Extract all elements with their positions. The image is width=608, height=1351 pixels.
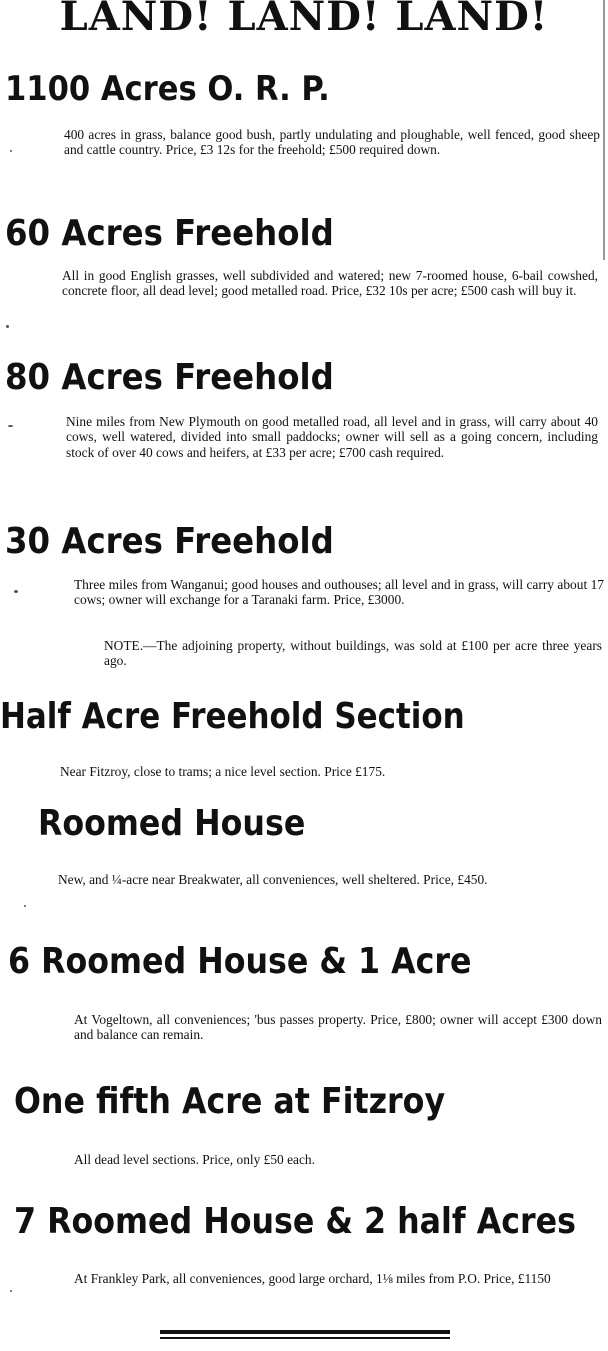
listing-heading: 30 Acres Freehold: [5, 521, 334, 562]
print-speck: [24, 905, 26, 907]
listing-body: 400 acres in grass, balance good bush, partly undulating and ploughable, well fenced, good sheep and cattle country. Price, £3 12s for the freehold; £500 required down.: [64, 127, 600, 158]
print-speck: [10, 1290, 12, 1292]
listing-heading: 80 Acres Freehold: [5, 357, 334, 398]
listing-heading: 7 Roomed House & 2 half Acres: [14, 1201, 577, 1242]
listing-body: At Vogeltown, all conveniences; 'bus passes property. Price, £800; owner will accept £300 down and balance can remain.: [74, 1012, 602, 1043]
listing-note: NOTE.—The adjoining property, without buildings, was sold at £100 per acre three years ago.: [104, 638, 602, 669]
print-speck: [8, 425, 13, 427]
listing-body: New, and ¼-acre near Breakwater, all conveniences, well sheltered. Price, £450.: [58, 872, 488, 887]
listing-body: All dead level sections. Price, only £50 each.: [74, 1152, 315, 1167]
listing-body: Nine miles from New Plymouth on good metalled road, all level and in grass, will carry about 40 cows, well watered, divided into small paddocks; owner will sell as a going concern, including stock of over 40 cows and heifers, at £33 per acre; £700 cash required.: [66, 414, 598, 460]
print-speck: [10, 150, 12, 152]
listing-heading: 1100 Acres O. R. P.: [5, 69, 330, 109]
listing-heading: 60 Acres Freehold: [5, 213, 334, 254]
masthead-title: LAND! LAND! LAND!: [59, 0, 549, 40]
listing-heading: Half Acre Freehold Section: [0, 696, 465, 737]
listing-heading: One fifth Acre at Fitzroy: [14, 1081, 446, 1122]
closing-rule-top: [160, 1330, 450, 1334]
listing-body: Three miles from Wanganui; good houses and outhouses; all level and in grass, will carry about 17 cows; owner will exchange for a Taranaki farm. Price, £3000.: [74, 577, 604, 608]
column-edge-line: [603, 0, 605, 260]
closing-rule-bottom: [160, 1337, 450, 1339]
listing-heading: Roomed House: [38, 803, 306, 844]
print-speck: [14, 590, 18, 593]
print-speck: [6, 325, 9, 328]
listing-heading: 6 Roomed House & 1 Acre: [8, 941, 472, 982]
listing-body: Near Fitzroy, close to trams; a nice level section. Price £175.: [60, 764, 386, 779]
listing-body: All in good English grasses, well subdivided and watered; new 7-roomed house, 6-bail cowshed, concrete floor, all dead level; good metalled road. Price, £32 10s per acre; £500 cash will buy it.: [62, 268, 598, 299]
listing-body: At Frankley Park, all conveniences, good large orchard, 1⅛ miles from P.O. Price, £1150: [74, 1271, 551, 1286]
